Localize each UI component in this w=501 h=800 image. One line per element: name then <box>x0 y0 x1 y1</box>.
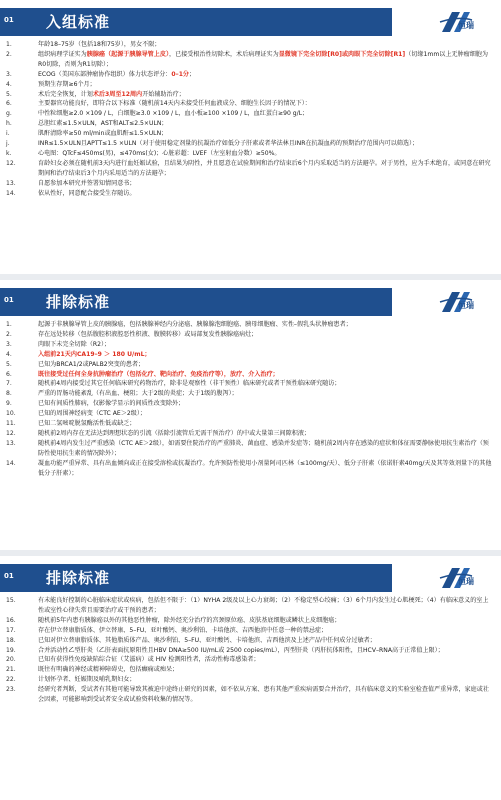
criteria-number: 2. <box>6 50 12 58</box>
criteria-text <box>38 655 493 665</box>
criteria-text <box>38 360 493 370</box>
brand-name: 恒瑞 <box>458 301 474 310</box>
slide-inclusion <box>0 0 501 274</box>
criteria-text <box>38 409 493 419</box>
criteria-item <box>6 70 493 80</box>
brand-name: 恒瑞 <box>458 21 474 30</box>
criteria-item <box>6 159 493 179</box>
highlighted-text: 胰腺癌（起源于胰腺导管上皮） <box>86 50 170 58</box>
criteria-number: 23. <box>6 686 16 694</box>
text-segment: 合并活动性乙型肝炎（乙肝表面抗原阳性且HBV DNA≥500 IU/mL或 2500 copies/mL），丙型肝炎（丙肝抗体阳性，且HCV–RNA高于正常值上限）； <box>38 646 444 654</box>
criteria-item <box>6 50 493 70</box>
criteria-text <box>38 370 493 380</box>
text-segment: 自愿参加本研究并签署知情同意书； <box>38 179 136 187</box>
text-segment: 计划怀孕者、妊娠期及哺乳期妇女； <box>38 676 136 684</box>
criteria-number: 1. <box>6 41 12 48</box>
criteria-item <box>6 99 493 109</box>
criteria-text <box>38 90 493 100</box>
text-segment: 经研究者判断，受试者有其他可能导致其被迫中途终止研究的因素，如不依从方案、患有其他严重疾病需要合并治疗，具有临床意义的实验室检查值严重异常，家庭或社会因素，可能影响到受试者安全或试验资料收集的情况等。 <box>38 686 489 704</box>
criteria-text <box>38 109 493 119</box>
criteria-item <box>6 109 493 119</box>
criteria-number: i. <box>6 130 10 138</box>
section-number: 01 <box>4 572 14 580</box>
section-number: 01 <box>4 16 14 24</box>
criteria-item <box>6 80 493 90</box>
criteria-item <box>6 119 493 129</box>
criteria-text <box>38 665 493 675</box>
slide-title: 入组标准 <box>46 13 111 31</box>
criteria-text <box>38 189 493 199</box>
slide-title: 排除标准 <box>46 293 111 311</box>
criteria-text <box>38 685 493 705</box>
criteria-text <box>38 119 493 129</box>
criteria-item <box>6 596 493 616</box>
criteria-item <box>6 370 493 380</box>
text-segment: 随机前2周内存在无法达到理想状态的引流（括除引流管后无需干预治疗）的中或大量第三间隙积液； <box>38 429 311 437</box>
criteria-number: j. <box>6 140 10 148</box>
criteria-number: 13. <box>6 179 16 187</box>
text-segment: 既往有明确的神经或精神障碍史，包括癫痫或痴呆； <box>38 666 179 674</box>
criteria-list <box>0 596 501 705</box>
criteria-text <box>38 459 493 479</box>
criteria-item <box>6 179 493 189</box>
text-segment: 已知对伊立替康脂质体、其他脂质体产品、奥沙利铂、5–FU、亚叶酸钙、卡培他滨、吉西他滨及上述产品中任何成分过敏者； <box>38 636 376 644</box>
highlighted-text: 0–1分 <box>171 70 190 78</box>
criteria-list <box>0 40 501 199</box>
criteria-number: 15. <box>6 597 16 604</box>
criteria-item <box>6 340 493 350</box>
criteria-number: 5. <box>6 90 12 98</box>
criteria-text <box>38 330 493 340</box>
criteria-item <box>6 379 493 389</box>
criteria-number: 3. <box>6 70 12 78</box>
criteria-item <box>6 685 493 705</box>
criteria-text <box>38 379 493 389</box>
criteria-item <box>6 409 493 419</box>
text-segment: 预期生存期≥6个月； <box>38 80 96 88</box>
text-segment: 开始辅助治疗； <box>142 90 185 98</box>
criteria-number: 17. <box>6 626 16 634</box>
criteria-item <box>6 149 493 159</box>
highlighted-text: 入组前21天内 <box>38 350 77 358</box>
text-segment: 心电图：QTcF≤450ms(男)，≤470ms(女)；心脏彩超：LVEF（左室射血分数）≥50%。 <box>38 149 281 157</box>
criteria-text <box>38 636 493 646</box>
text-segment: 已知的周围神经病变（CTC AE＞2级）； <box>38 410 146 418</box>
criteria-text <box>38 129 493 139</box>
criteria-text <box>38 340 493 350</box>
criteria-item <box>6 350 493 360</box>
section-number: 01 <box>4 296 14 304</box>
criteria-text <box>38 320 493 330</box>
criteria-number: 9. <box>6 400 12 408</box>
text-segment: 随机前4周内接受过其它任何临床研究药物治疗，除非是观察性（非干预性）临床研究或者干预性临床研究随访； <box>38 380 341 388</box>
slide-header <box>0 280 501 320</box>
criteria-list <box>0 320 501 479</box>
text-segment: 严重的胃肠功能紊乱（有出血、梗阻；大于2级的炎症；大于1级的腹泻）； <box>38 390 238 398</box>
criteria-number: 5. <box>6 360 12 368</box>
criteria-number: 21. <box>6 666 16 674</box>
criteria-item <box>6 665 493 675</box>
slide-header <box>0 0 501 40</box>
criteria-number: 16. <box>6 616 16 624</box>
criteria-item <box>6 429 493 439</box>
criteria-number: 22. <box>6 676 16 684</box>
criteria-item <box>6 90 493 100</box>
criteria-text <box>38 99 493 109</box>
criteria-text <box>38 616 493 626</box>
text-segment: 存在伊立替康脂质体、伊立替康、5–FU、亚叶酸钙、奥沙利铂、卡培他滨、吉西他滨中任意一种的禁忌症； <box>38 626 328 634</box>
text-segment: 依从性好，同意配合接受生存随访。 <box>38 189 136 197</box>
criteria-number: 2. <box>6 330 12 338</box>
criteria-number: 4. <box>6 350 12 358</box>
text-segment: 总胆红素≤1.5×ULN，AST和ALT≤2.5×ULN； <box>38 120 168 128</box>
text-segment: 肉眼下未完全切除（R2）； <box>38 340 111 348</box>
criteria-item <box>6 419 493 429</box>
criteria-number: 10. <box>6 410 16 418</box>
text-segment: 已知有获得性免疫缺陷综合征（艾滋病）或 HIV 检测阳性者，活动性梅毒感染者； <box>38 656 260 664</box>
criteria-text <box>38 626 493 636</box>
criteria-item <box>6 320 493 330</box>
criteria-number: k. <box>6 149 12 157</box>
highlighted-text: 术后3周至12周内 <box>92 90 143 98</box>
criteria-text <box>38 419 493 429</box>
criteria-text <box>38 399 493 409</box>
criteria-number: 14. <box>6 189 16 197</box>
slide-title: 排除标准 <box>46 569 111 587</box>
criteria-item <box>6 626 493 636</box>
criteria-item <box>6 439 493 459</box>
criteria-item <box>6 189 493 199</box>
highlighted-text: 显微镜下完全切除[R0]或肉眼下完全切除[R1] <box>278 50 406 58</box>
criteria-item <box>6 675 493 685</box>
criteria-number: 12. <box>6 159 16 167</box>
criteria-text <box>38 429 493 439</box>
criteria-number: 12. <box>6 429 16 437</box>
criteria-text <box>38 70 493 80</box>
criteria-item <box>6 139 493 149</box>
text-segment: 随机前5年内患有胰腺癌以外的其他恶性肿瘤，除外经充分治疗的宫颈原位癌、皮肤基底细胞或鳞状上皮细胞癌； <box>38 616 341 624</box>
criteria-text <box>38 179 493 189</box>
slide-header <box>0 556 501 596</box>
criteria-number: 6. <box>6 370 12 378</box>
criteria-text <box>38 675 493 685</box>
criteria-text <box>38 40 493 50</box>
criteria-item <box>6 646 493 656</box>
criteria-item <box>6 459 493 479</box>
text-segment: 已知有间质性肺病，仅影像学显示的间质性改变除外； <box>38 400 185 408</box>
criteria-number: 7. <box>6 380 12 388</box>
criteria-item <box>6 399 493 409</box>
criteria-item <box>6 360 493 370</box>
criteria-number: 8. <box>6 390 12 398</box>
text-segment: ，已接受根治性切除术，术后病理证实为 <box>169 50 279 58</box>
brand-name: 恒瑞 <box>458 577 474 586</box>
criteria-text <box>38 596 493 616</box>
criteria-item <box>6 636 493 646</box>
text-segment: 起源于非胰腺导管上皮的胰腺癌，包括胰腺神经内分泌癌、胰腺腺泡细胞癌、胰母细胞瘤、实性–假乳头状肿瘤患者； <box>38 321 352 328</box>
text-segment: 年龄18–75岁（包括18和75岁），男女不限； <box>38 41 161 48</box>
criteria-number: h. <box>6 120 12 128</box>
criteria-number: 19. <box>6 646 16 654</box>
highlighted-text: CA19–9 ＞ 180 U/mL <box>76 350 145 358</box>
criteria-item <box>6 129 493 139</box>
slide-exclusion-1 <box>0 280 501 550</box>
text-segment: 组织病理学证实为 <box>38 50 87 58</box>
criteria-number: 6. <box>6 100 12 108</box>
highlighted-text: 既往接受过任何全身抗肿瘤治疗（包括化疗、靶向治疗、免疫治疗等），放疗、介入治疗； <box>38 370 279 378</box>
criteria-number: 20. <box>6 656 16 664</box>
criteria-number: 4. <box>6 80 12 88</box>
text-segment: 凝血功能严重异常、具有出血倾向或正在接受溶栓或抗凝治疗。允许预防性使用小剂量阿司匹林（≤100mg/天）、低分子肝素（依诺肝素40mg/天及其等效剂量下的其他低分子肝素）； <box>38 459 492 477</box>
criteria-number: 1. <box>6 321 12 328</box>
text-segment: 术后完全恢复，计划 <box>38 90 93 98</box>
criteria-text <box>38 149 493 159</box>
text-segment: ； <box>189 70 196 78</box>
criteria-number: g. <box>6 110 12 118</box>
slide-exclusion-2 <box>0 556 501 800</box>
text-segment: ECOG（美国东部肿瘤协作组织）体力状态评分： <box>38 70 172 78</box>
criteria-text <box>38 139 493 149</box>
criteria-text <box>38 389 493 399</box>
criteria-item <box>6 655 493 665</box>
criteria-number: 3. <box>6 340 12 348</box>
criteria-item <box>6 330 493 340</box>
text-segment: 肌酐清除率≥50 ml/min或血肌酐≤1.5×ULN； <box>38 130 168 138</box>
criteria-text <box>38 159 493 179</box>
text-segment: 已知为BRCA1/2或PALB2突变的患者； <box>38 360 145 368</box>
text-segment: 已知二氢嘧啶脱氢酶活性低或缺乏； <box>38 420 136 428</box>
text-segment: 育龄妇女必须在随机前3天内进行血妊娠试验，且结果为阴性，并且愿意在试验期间和治疗结束后6个月内采取适当的方法避孕。对于男性，应为手术绝育，或同意在研究期间和治疗结束后3个月内采用适当的方法避孕； <box>38 159 491 177</box>
criteria-number: 18. <box>6 636 16 644</box>
criteria-item <box>6 616 493 626</box>
criteria-text <box>38 439 493 459</box>
criteria-text <box>38 646 493 656</box>
text-segment: （切缘1mm以上无肿瘤细胞为R0切除，否则为R1切除）； <box>38 50 488 68</box>
text-segment: 有未能良好控制的心脏临床症状或疾病，包括但不限于：（1）NYHA 2级及以上心力衰竭；（2）不稳定型心绞痛；（3）6个月内发生过心肌梗死；（4）有临床意义的室上性或室性心律失常且需要治疗或干预的患者； <box>38 597 489 614</box>
criteria-item <box>6 389 493 399</box>
criteria-number: 14. <box>6 459 16 467</box>
text-segment: 主要器官功能良好，即符合以下标准（随机前14天内未接受任何血液成分、细胞生长因子的情况下）： <box>38 100 311 108</box>
text-segment: 存在远处转移（包括腹腔积液腔恶性积液、腹膜转移）或局部复发性胰腺癌病灶； <box>38 330 258 338</box>
criteria-text <box>38 80 493 90</box>
text-segment: 中性粒细胞≥2.0 ×109 / L，白细胞≥3.0 ×109 / L，血小板≥100 ×109 / L，血红蛋白≥90 g/L； <box>38 110 309 118</box>
criteria-item <box>6 40 493 50</box>
criteria-number: 11. <box>6 420 16 428</box>
highlighted-text: ； <box>144 350 151 358</box>
criteria-number: 13. <box>6 439 16 447</box>
criteria-text <box>38 350 493 360</box>
text-segment: INR≤1.5×ULN且APTT≤1.5 ×ULN（对于使用稳定剂量的抗凝治疗如低分子肝素或者华法林且INR在抗凝血药的预期治疗范围内可以筛选）； <box>38 140 419 148</box>
text-segment: 随机前4周内发生过严重感染（CTC AE＞2级），如需要住院治疗的严重肺炎、菌血症、感染并发症等；随机前2周内存在感染的症状和体征需要静脉使用抗生素治疗（预防性使用抗生素的情况除外）； <box>38 439 489 457</box>
criteria-text <box>38 50 493 70</box>
